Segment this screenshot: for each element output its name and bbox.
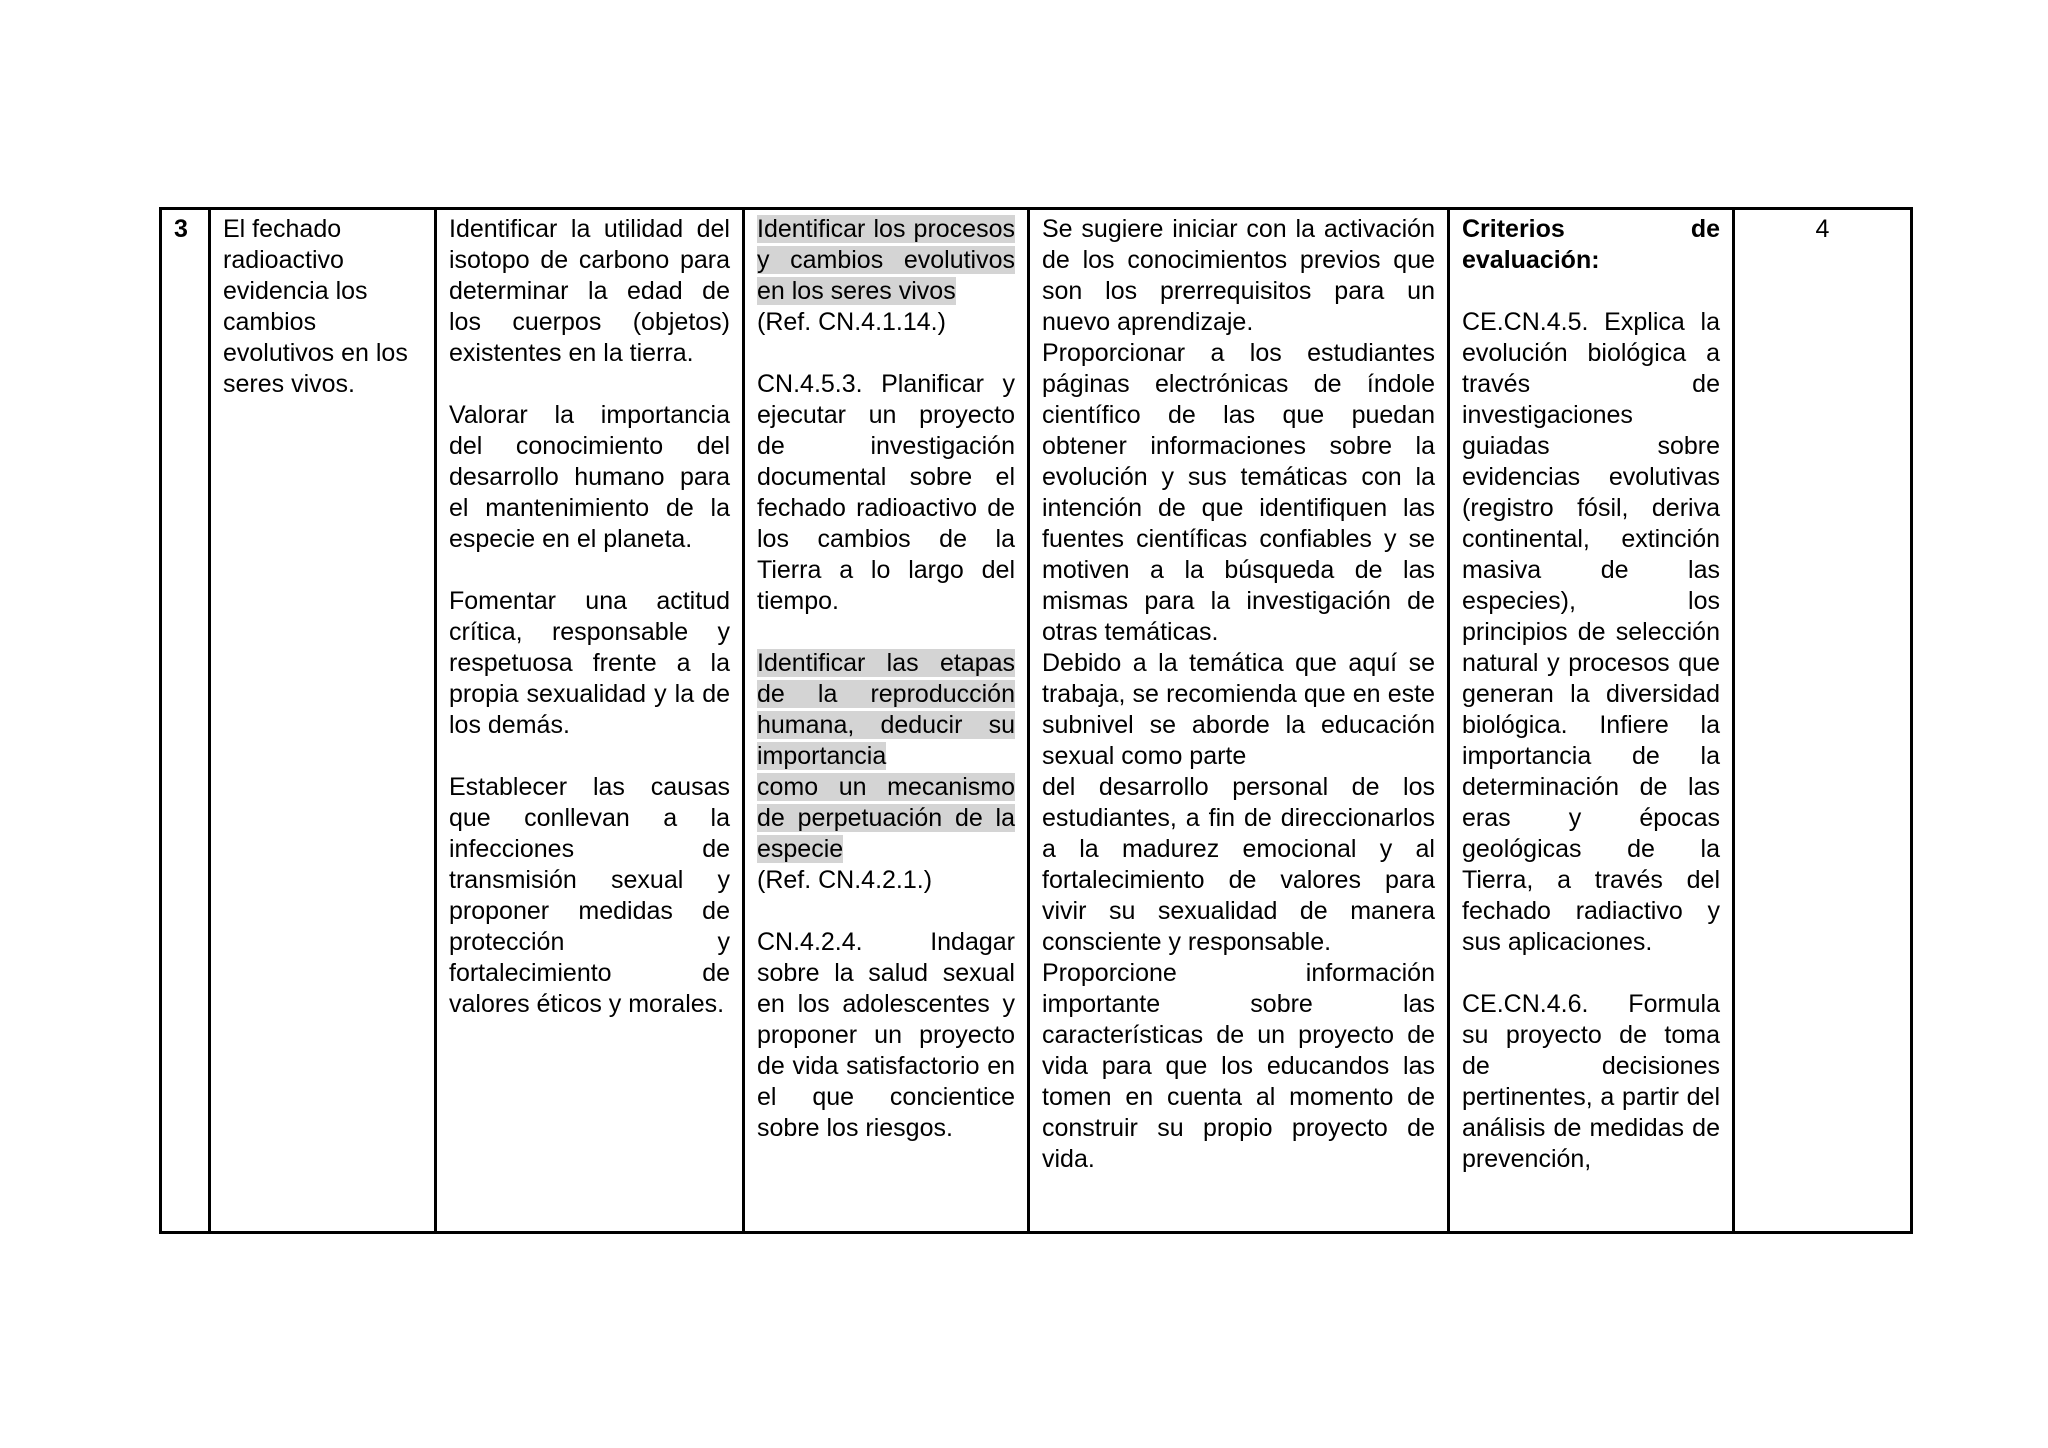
objective-3: Fomentar una actitud crítica, responsable y respetuosa frente a la propia sexualidad y la de los demás. [449, 587, 730, 739]
periods-value: 4 [1815, 215, 1830, 243]
evaluation-ce2: CE.CN.4.6. Formula su proyecto de toma de decisiones pertinentes, a partir del análisis de medidas de prevención, [1462, 990, 1720, 1173]
objective-4: Establecer las causas que conllevan a la infecciones de transmisión sexual y proponer medidas de protección y fortalecimiento de valores éticos y morales. [449, 773, 730, 1018]
evaluation-ce1: CE.CN.4.5. Explica la evolución biológica a través de investigaciones guiadas sobre evidencias evolutivas (registro fósil, deriva continental, extinción masiva de las especies), los principios de selección natural y procesos que generan la diversidad biológica. Infiere la importancia de la determinación de las eras y épocas geológicas de la Tierra, a través del fechado radiactivo y sus aplicaciones. [1462, 308, 1720, 956]
method-2: Proporcionar a los estudiantes páginas electrónicas de índole científico de las que puedan obtener informaciones sobre la evolución y sus temáticas con la intención de que identifiquen las fuentes científicas confiables y se motiven a la búsqueda de las mismas para la investigación de otras temáticas. [1042, 339, 1435, 646]
row-number: 3 [174, 215, 188, 243]
skill-4: CN.4.2.4. Indagar sobre la salud sexual en los adolescentes y proponer un proyecto de vida satisfactorio en el que concientice sobre los riesgos. [757, 928, 1015, 1142]
curriculum-table [159, 207, 1913, 1234]
skill-2: CN.4.5.3. Planificar y ejecutar un proyecto de investigación documental sobre el fechado radioactivo de los cambios de la Tierra a lo largo del tiempo. [757, 370, 1015, 615]
methodology-cell [1029, 209, 1449, 1233]
method-5: Proporcione información importante sobre las características de un proyecto de vida para que los educandos las tomen en cuenta al momento de construir su propio proyecto de vida. [1042, 959, 1435, 1173]
topic-cell [210, 209, 436, 1233]
skill-ref-1: (Ref. CN.4.1.14.) [757, 308, 946, 336]
row-number-cell [161, 209, 210, 1233]
method-4: del desarrollo personal de los estudiantes, a fin de direccionarlos a la madurez emocional y al fortalecimiento de valores para vivir su sexualidad de manera consciente y responsable. [1042, 773, 1435, 956]
skill-highlight-1: Identificar los procesos y cambios evolutivos en los seres vivos [757, 215, 1015, 305]
skills-cell [744, 209, 1029, 1233]
skill-highlight-3a: Identificar las etapas de la reproducción humana, deducir su importancia [757, 649, 1015, 770]
objectives-cell [436, 209, 744, 1233]
topic-text: El fechado radioactivo evidencia los cambios evolutivos en los seres vivos. [223, 215, 408, 398]
method-1: Se sugiere iniciar con la activación de los conocimientos previos que son los prerrequisitos para un nuevo aprendizaje. [1042, 215, 1435, 336]
skill-ref-3: (Ref. CN.4.2.1.) [757, 866, 933, 894]
table-row [161, 209, 1912, 1233]
objective-1: Identificar la utilidad del isotopo de carbono para determinar la edad de los cuerpos (objetos) existentes en la tierra. [449, 215, 730, 367]
periods-cell [1734, 209, 1912, 1233]
evaluation-heading: Criterios de evaluación: [1462, 215, 1720, 274]
method-3: Debido a la temática que aquí se trabaja, se recomienda que en este subnivel se aborde la educación sexual como parte [1042, 649, 1435, 770]
evaluation-cell [1449, 209, 1734, 1233]
skill-highlight-3b: como un mecanismo de perpetuación de la especie [757, 773, 1015, 863]
objective-2: Valorar la importancia del conocimiento del desarrollo humano para el mantenimiento de la especie en el planeta. [449, 401, 730, 553]
